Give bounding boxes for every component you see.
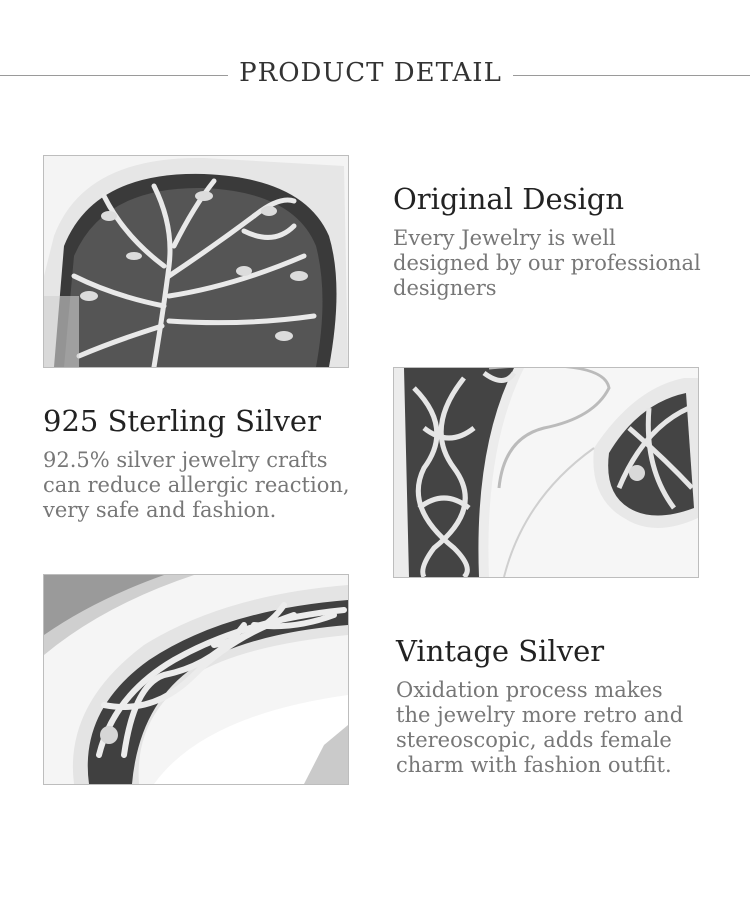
tree-of-life-ring-closeup-icon — [44, 156, 348, 367]
celtic-knot-band-closeup-icon — [44, 575, 348, 784]
celtic-knot-ring-side-icon — [394, 368, 698, 577]
feature-description-line: very safe and fashion. — [43, 498, 277, 522]
feature-description-line: designers — [393, 276, 497, 300]
feature-description — [393, 226, 701, 301]
feature-description-line: stereoscopic, adds female — [396, 728, 672, 752]
celtic-knot-side-photo — [393, 367, 699, 578]
feature-description-line: 92.5% silver jewelry crafts — [43, 448, 328, 472]
tree-of-life-photo — [43, 155, 349, 368]
feature-title: Original Design — [393, 182, 625, 216]
feature-description-line: can reduce allergic reaction, — [43, 473, 350, 497]
header-divider-left — [0, 75, 228, 76]
feature-description-line: the jewelry more retro and — [396, 703, 684, 727]
feature-description — [396, 678, 683, 778]
feature-title: Vintage Silver — [396, 634, 605, 668]
feature-description-line: charm with fashion outfit. — [396, 753, 672, 777]
feature-description-line: Every Jewelry is well — [393, 226, 616, 250]
feature-vintage-silver — [396, 634, 683, 778]
feature-sterling-silver — [43, 404, 350, 523]
feature-description-line: designed by our professional — [393, 251, 701, 275]
feature-description — [43, 448, 350, 523]
page-title: PRODUCT DETAIL — [239, 58, 502, 88]
feature-description-line: Oxidation process makes — [396, 678, 663, 702]
celtic-knot-band-photo — [43, 574, 349, 785]
feature-title: 925 Sterling Silver — [43, 404, 321, 438]
header-divider-right — [513, 75, 750, 76]
feature-original-design — [393, 182, 701, 301]
